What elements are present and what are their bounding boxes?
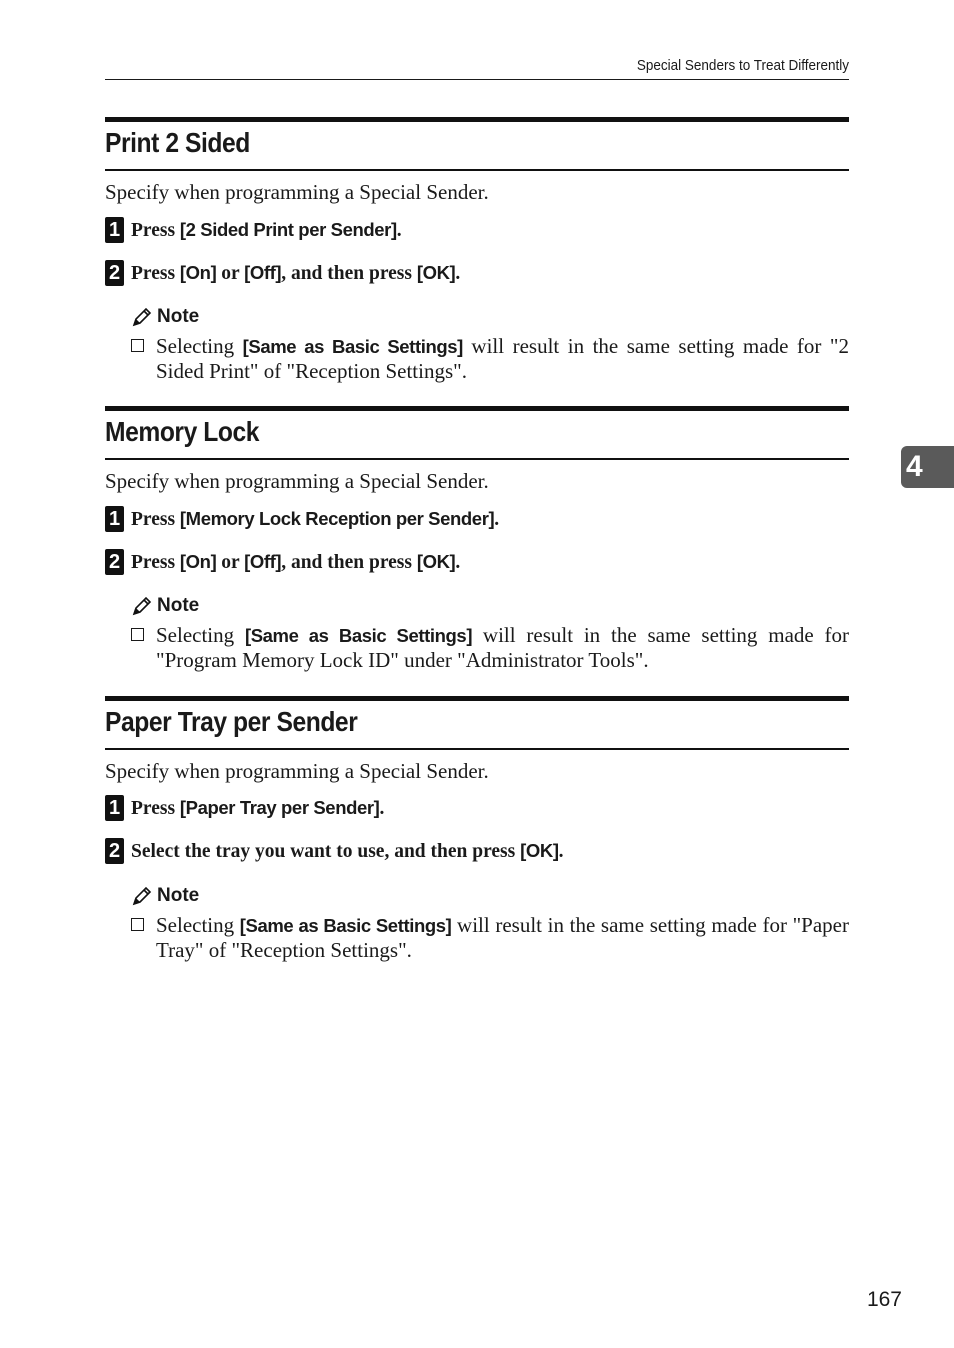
key-label: [On]: [179, 550, 217, 572]
step-text: Press [On] or [Off], and then press [OK].: [131, 261, 461, 284]
step-text: Press [2 Sided Print per Sender].: [131, 218, 402, 241]
step-number: 2: [105, 260, 124, 286]
note-item: [131, 623, 849, 672]
key-label: [2 Sided Print per Sender]: [179, 218, 397, 240]
note-item: [131, 913, 849, 962]
step-1: [105, 506, 499, 532]
chapter-tab: 4: [901, 446, 954, 488]
section-bottom-rule: [105, 169, 849, 171]
page-number: 167: [866, 1288, 902, 1311]
step-number: 2: [105, 838, 124, 864]
step-text: Press [Memory Lock Reception per Sender].: [131, 507, 500, 530]
step-1: [105, 795, 384, 821]
step-text: Press [On] or [Off], and then press [OK].: [131, 550, 461, 573]
key-label: [Paper Tray per Sender]: [179, 796, 380, 818]
note-text: Selecting [Same as Basic Settings] will result in the same setting made for "Program Memory Lock ID" under "Administrator Tools".: [156, 623, 850, 672]
step-1: [105, 217, 402, 243]
section-intro: Specify when programming a Special Sender.: [105, 469, 489, 493]
section-title: Paper Tray per Sender: [105, 706, 358, 737]
checkbox-bullet-icon: [131, 339, 144, 352]
step-2: [105, 838, 563, 864]
key-label: [OK]: [416, 261, 456, 283]
section-title: Memory Lock: [105, 416, 259, 447]
note-label: Note: [157, 595, 200, 616]
note-heading: [131, 306, 199, 328]
key-label: [OK]: [520, 839, 559, 861]
step-text: Press [Paper Tray per Sender].: [131, 796, 385, 819]
pencil-icon: [131, 306, 153, 328]
pencil-icon: [131, 595, 153, 617]
note-heading: [131, 595, 199, 617]
key-label: [Off]: [244, 550, 282, 572]
step-number: 1: [105, 217, 124, 243]
note-text: Selecting [Same as Basic Settings] will result in the same setting made for "2 Sided Print" of "Reception Settings".: [156, 334, 849, 383]
section-top-rule: [105, 406, 849, 411]
section-intro: Specify when programming a Special Sender.: [105, 759, 489, 783]
running-header: Special Senders to Treat Differently: [636, 57, 849, 74]
key-label: [Off]: [244, 261, 282, 283]
checkbox-bullet-icon: [131, 918, 144, 931]
step-text: Select the tray you want to use, and then press [OK].: [131, 839, 564, 862]
section-bottom-rule: [105, 458, 849, 460]
section-intro: Specify when programming a Special Sender.: [105, 180, 489, 204]
section-top-rule: [105, 117, 849, 122]
key-label: [Memory Lock Reception per Sender]: [179, 507, 495, 529]
section-title: Print 2 Sided: [105, 127, 250, 158]
key-label: [Same as Basic Settings]: [239, 915, 452, 936]
note-label: Note: [157, 885, 200, 906]
note-item: [131, 334, 849, 383]
step-number: 2: [105, 549, 124, 575]
note-label: Note: [157, 306, 200, 327]
step-2: [105, 260, 460, 286]
note-text: Selecting [Same as Basic Settings] will result in the same setting made for "Paper Tray" of "Reception Settings".: [156, 913, 849, 962]
key-label: [Same as Basic Settings]: [244, 625, 473, 646]
section-top-rule: [105, 696, 849, 701]
key-label: [Same as Basic Settings]: [242, 336, 463, 357]
step-number: 1: [105, 795, 124, 821]
section-bottom-rule: [105, 748, 849, 750]
key-label: [On]: [179, 261, 217, 283]
note-heading: [131, 885, 199, 907]
step-2: [105, 549, 460, 575]
key-label: [OK]: [416, 550, 456, 572]
checkbox-bullet-icon: [131, 628, 144, 641]
step-number: 1: [105, 506, 124, 532]
header-rule: [105, 79, 849, 80]
pencil-icon: [131, 885, 153, 907]
